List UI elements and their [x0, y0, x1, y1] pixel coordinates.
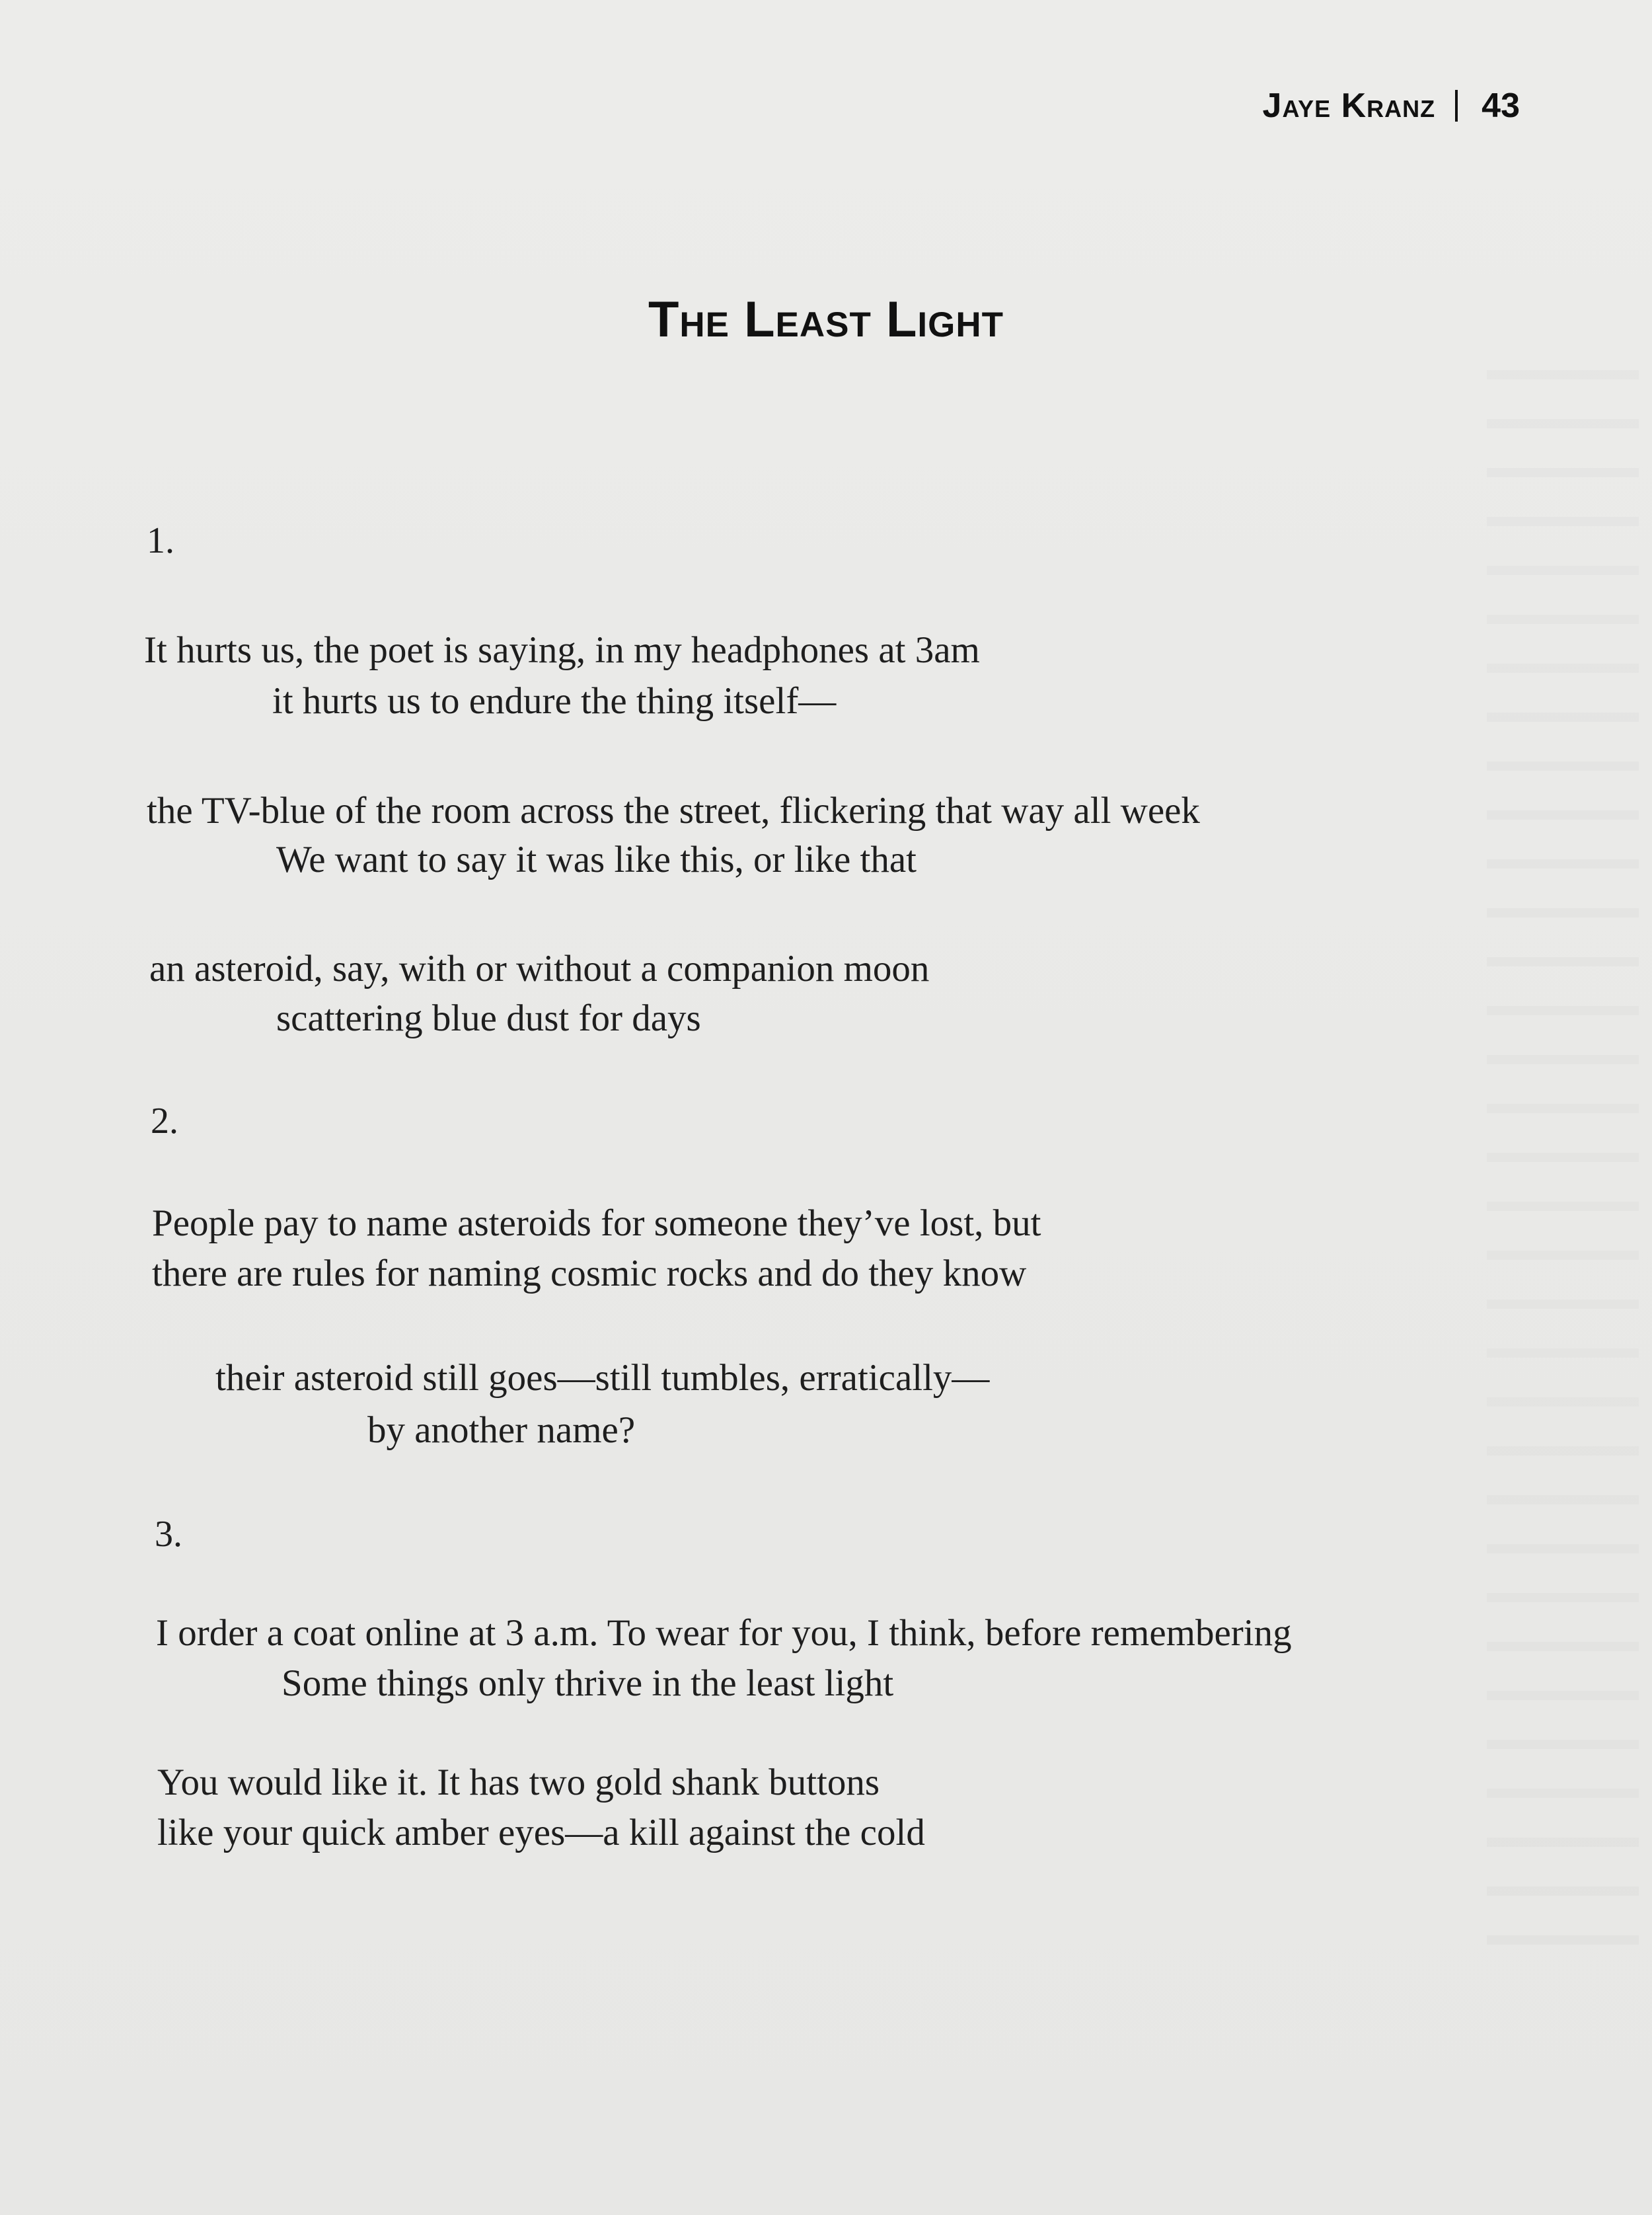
poem-line: it hurts us to endure the thing itself—	[272, 680, 837, 722]
poem-line: People pay to name asteroids for someone they’ve lost, but	[152, 1202, 1041, 1244]
poem-line: like your quick amber eyes—a kill against the cold	[157, 1812, 925, 1853]
page-number: 43	[1482, 87, 1520, 125]
poem-line: scattering blue dust for days	[276, 997, 701, 1039]
running-header	[1263, 86, 1520, 126]
poem-line: there are rules for naming cosmic rocks and do they know	[152, 1253, 1027, 1294]
poem-line: an asteroid, say, with or without a companion moon	[149, 948, 930, 990]
poem-line: the TV-blue of the room across the street, flickering that way all week	[147, 790, 1200, 832]
poem-line: We want to say it was like this, or like that	[276, 839, 917, 880]
poem-line: Some things only thrive in the least light	[282, 1662, 894, 1704]
show-through	[1487, 330, 1639, 1983]
section-number: 3.	[155, 1514, 182, 1555]
section-number: 1.	[147, 520, 174, 561]
header-author: Jaye Kranz	[1262, 87, 1436, 125]
poem-line: You would like it. It has two gold shank buttons	[157, 1762, 880, 1803]
section-number: 2.	[151, 1101, 178, 1142]
poem-line: by another name?	[367, 1409, 636, 1451]
poem-title: The Least Light	[648, 291, 1004, 348]
poem-line: their asteroid still goes—still tumbles, erratically—	[215, 1357, 990, 1399]
poem-line: I order a coat online at 3 a.m. To wear for you, I think, before remembering	[156, 1612, 1292, 1654]
header-divider	[1455, 90, 1458, 122]
poem-line: It hurts us, the poet is saying, in my headphones at 3am	[144, 629, 980, 671]
